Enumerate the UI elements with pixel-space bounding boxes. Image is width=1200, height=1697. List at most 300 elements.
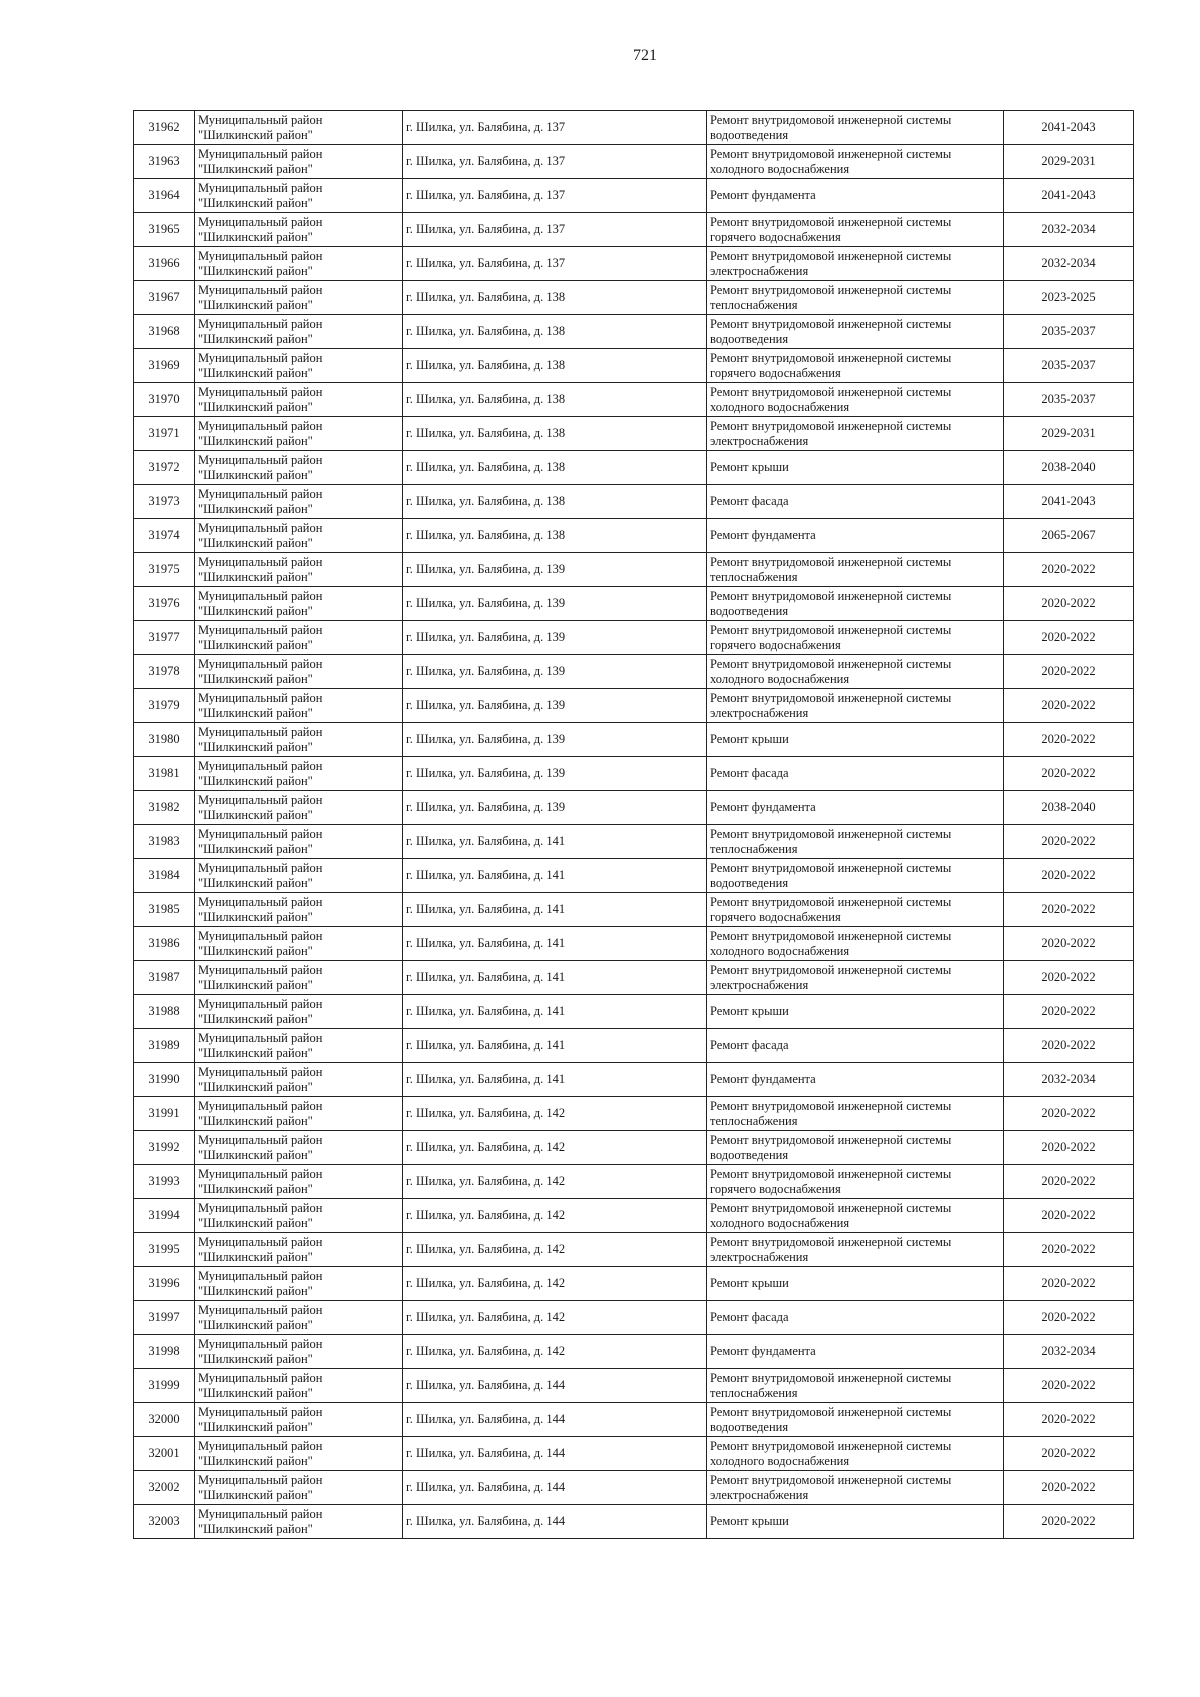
table-row (134, 961, 1134, 995)
work-type-line-2: горячего водоснабжения (710, 909, 841, 924)
municipality-line-1: Муниципальный район (198, 1302, 323, 1317)
row-number: 32003 (148, 1514, 180, 1528)
address-cell (403, 655, 707, 689)
municipality-cell (195, 1097, 403, 1131)
period: 2020-2022 (1041, 970, 1096, 984)
municipality-cell (195, 689, 403, 723)
work-type-line-2: водоотведения (710, 127, 789, 142)
row-number: 31998 (148, 1344, 180, 1358)
period-cell (1004, 451, 1134, 485)
period-cell (1004, 893, 1134, 927)
row-number: 31975 (148, 562, 180, 576)
row-number: 31964 (148, 188, 180, 202)
address-cell (403, 315, 707, 349)
work-type-line-1: Ремонт крыши (710, 1004, 789, 1018)
table-row (134, 417, 1134, 451)
row-number-cell (134, 689, 195, 723)
address: г. Шилка, ул. Балябина, д. 142 (406, 1310, 566, 1324)
row-number: 31986 (148, 936, 180, 950)
municipality-line-2: "Шилкинский район" (198, 1521, 313, 1536)
work-type-line-1: Ремонт фундамента (710, 528, 816, 542)
address-cell (403, 961, 707, 995)
work-type-line-2: горячего водоснабжения (710, 637, 841, 652)
work-type-line-1: Ремонт крыши (710, 732, 789, 746)
table-row (134, 349, 1134, 383)
work-type-line-1: Ремонт внутридомовой инженерной системы (710, 1132, 952, 1147)
municipality-line-1: Муниципальный район (198, 1098, 323, 1113)
row-number: 32000 (148, 1412, 180, 1426)
work-type-line-2: горячего водоснабжения (710, 1181, 841, 1196)
municipality-line-2: "Шилкинский район" (198, 263, 313, 278)
municipality-cell (195, 1029, 403, 1063)
municipality-cell (195, 451, 403, 485)
municipality-line-1: Муниципальный район (198, 214, 323, 229)
repair-schedule-table (133, 110, 1134, 1539)
row-number-cell (134, 281, 195, 315)
work-type-cell (707, 1369, 1004, 1403)
row-number: 31982 (148, 800, 180, 814)
period: 2032-2034 (1041, 1344, 1096, 1358)
work-type-line-1: Ремонт внутридомовой инженерной системы (710, 418, 952, 433)
municipality-line-1: Муниципальный район (198, 1132, 323, 1147)
table-row (134, 519, 1134, 553)
table-row (134, 179, 1134, 213)
municipality-line-2: "Шилкинский район" (198, 1181, 313, 1196)
row-number-cell (134, 111, 195, 145)
address: г. Шилка, ул. Балябина, д. 138 (406, 494, 566, 508)
address: г. Шилка, ул. Балябина, д. 138 (406, 426, 566, 440)
period: 2020-2022 (1041, 1106, 1096, 1120)
work-type-cell (707, 1301, 1004, 1335)
address-cell (403, 723, 707, 757)
municipality-line-1: Муниципальный район (198, 350, 323, 365)
municipality-cell (195, 1471, 403, 1505)
period: 2032-2034 (1041, 256, 1096, 270)
municipality-cell (195, 247, 403, 281)
municipality-line-2: "Шилкинский район" (198, 535, 313, 550)
work-type-cell (707, 1505, 1004, 1539)
municipality-line-1: Муниципальный район (198, 826, 323, 841)
municipality-cell (195, 145, 403, 179)
period: 2065-2067 (1041, 528, 1096, 542)
municipality-line-1: Муниципальный район (198, 860, 323, 875)
address-cell (403, 1165, 707, 1199)
row-number-cell (134, 145, 195, 179)
work-type-line-2: теплоснабжения (710, 1385, 798, 1400)
period-cell (1004, 655, 1134, 689)
work-type-line-2: теплоснабжения (710, 569, 798, 584)
municipality-cell (195, 893, 403, 927)
row-number-cell (134, 349, 195, 383)
work-type-line-2: электроснабжения (710, 977, 809, 992)
municipality-line-1: Муниципальный район (198, 316, 323, 331)
municipality-line-1: Муниципальный район (198, 1336, 323, 1351)
municipality-line-2: "Шилкинский район" (198, 229, 313, 244)
table-row (134, 1097, 1134, 1131)
address: г. Шилка, ул. Балябина, д. 138 (406, 290, 566, 304)
row-number-cell (134, 1403, 195, 1437)
work-type-line-1: Ремонт внутридомовой инженерной системы (710, 248, 952, 263)
work-type-line-2: водоотведения (710, 603, 789, 618)
address: г. Шилка, ул. Балябина, д. 144 (406, 1378, 566, 1392)
work-type-line-1: Ремонт внутридомовой инженерной системы (710, 146, 952, 161)
row-number: 31992 (148, 1140, 180, 1154)
municipality-line-1: Муниципальный район (198, 1506, 323, 1521)
row-number-cell (134, 655, 195, 689)
work-type-line-1: Ремонт внутридомовой инженерной системы (710, 928, 952, 943)
municipality-cell (195, 655, 403, 689)
work-type-line-1: Ремонт внутридомовой инженерной системы (710, 860, 952, 875)
municipality-line-2: "Шилкинский район" (198, 841, 313, 856)
row-number-cell (134, 893, 195, 927)
table-row (134, 859, 1134, 893)
period-cell (1004, 961, 1134, 995)
municipality-line-1: Муниципальный район (198, 1438, 323, 1453)
period: 2020-2022 (1041, 936, 1096, 950)
municipality-line-2: "Шилкинский район" (198, 501, 313, 516)
municipality-line-2: "Шилкинский район" (198, 195, 313, 210)
period: 2020-2022 (1041, 698, 1096, 712)
table-row (134, 145, 1134, 179)
period: 2020-2022 (1041, 1446, 1096, 1460)
table-row (134, 1199, 1134, 1233)
municipality-line-2: "Шилкинский район" (198, 1419, 313, 1434)
municipality-cell (195, 621, 403, 655)
row-number-cell (134, 961, 195, 995)
table-row (134, 621, 1134, 655)
municipality-cell (195, 1505, 403, 1539)
work-type-line-2: холодного водоснабжения (710, 1215, 850, 1230)
table-row (134, 927, 1134, 961)
address: г. Шилка, ул. Балябина, д. 141 (406, 834, 566, 848)
period: 2035-2037 (1041, 392, 1096, 406)
row-number: 31968 (148, 324, 180, 338)
period-cell (1004, 587, 1134, 621)
period: 2020-2022 (1041, 1208, 1096, 1222)
table-row (134, 587, 1134, 621)
address-cell (403, 349, 707, 383)
row-number-cell (134, 179, 195, 213)
row-number: 31985 (148, 902, 180, 916)
row-number: 31983 (148, 834, 180, 848)
work-type-line-1: Ремонт фасада (710, 1310, 789, 1324)
work-type-line-1: Ремонт крыши (710, 1514, 789, 1528)
work-type-line-2: холодного водоснабжения (710, 399, 850, 414)
table-row (134, 1267, 1134, 1301)
period-cell (1004, 213, 1134, 247)
work-type-cell (707, 451, 1004, 485)
table-row (134, 315, 1134, 349)
work-type-line-2: холодного водоснабжения (710, 161, 850, 176)
work-type-cell (707, 417, 1004, 451)
period-cell (1004, 1029, 1134, 1063)
work-type-line-1: Ремонт внутридомовой инженерной системы (710, 214, 952, 229)
address: г. Шилка, ул. Балябина, д. 139 (406, 664, 566, 678)
work-type-line-2: электроснабжения (710, 263, 809, 278)
work-type-line-1: Ремонт внутридомовой инженерной системы (710, 316, 952, 331)
row-number: 31972 (148, 460, 180, 474)
address-cell (403, 1063, 707, 1097)
municipality-cell (195, 1233, 403, 1267)
work-type-cell (707, 1165, 1004, 1199)
address-cell (403, 757, 707, 791)
period-cell (1004, 1437, 1134, 1471)
address: г. Шилка, ул. Балябина, д. 137 (406, 120, 566, 134)
table-row (134, 1233, 1134, 1267)
row-number: 31962 (148, 120, 180, 134)
municipality-cell (195, 791, 403, 825)
address: г. Шилка, ул. Балябина, д. 142 (406, 1276, 566, 1290)
municipality-cell (195, 1335, 403, 1369)
address-cell (403, 111, 707, 145)
address-cell (403, 621, 707, 655)
row-number: 31997 (148, 1310, 180, 1324)
municipality-cell (195, 1165, 403, 1199)
work-type-line-2: электроснабжения (710, 1487, 809, 1502)
address-cell (403, 383, 707, 417)
table-row (134, 451, 1134, 485)
row-number-cell (134, 859, 195, 893)
table-row (134, 1029, 1134, 1063)
row-number: 31978 (148, 664, 180, 678)
work-type-line-1: Ремонт фасада (710, 766, 789, 780)
period-cell (1004, 1199, 1134, 1233)
address: г. Шилка, ул. Балябина, д. 142 (406, 1242, 566, 1256)
municipality-line-1: Муниципальный район (198, 690, 323, 705)
address-cell (403, 689, 707, 723)
table-row (134, 485, 1134, 519)
municipality-cell (195, 417, 403, 451)
address: г. Шилка, ул. Балябина, д. 142 (406, 1344, 566, 1358)
municipality-line-2: "Шилкинский район" (198, 1079, 313, 1094)
municipality-line-2: "Шилкинский район" (198, 909, 313, 924)
work-type-line-1: Ремонт внутридомовой инженерной системы (710, 1472, 952, 1487)
row-number-cell (134, 417, 195, 451)
period-cell (1004, 825, 1134, 859)
address-cell (403, 519, 707, 553)
period-cell (1004, 1369, 1134, 1403)
work-type-cell (707, 1471, 1004, 1505)
municipality-line-2: "Шилкинский район" (198, 297, 313, 312)
work-type-cell (707, 859, 1004, 893)
municipality-line-2: "Шилкинский район" (198, 739, 313, 754)
row-number: 31965 (148, 222, 180, 236)
period: 2020-2022 (1041, 596, 1096, 610)
address-cell (403, 281, 707, 315)
municipality-line-2: "Шилкинский район" (198, 1011, 313, 1026)
municipality-line-2: "Шилкинский район" (198, 331, 313, 346)
address-cell (403, 791, 707, 825)
address-cell (403, 417, 707, 451)
address: г. Шилка, ул. Балябина, д. 141 (406, 1038, 566, 1052)
row-number-cell (134, 315, 195, 349)
address: г. Шилка, ул. Балябина, д. 142 (406, 1140, 566, 1154)
municipality-cell (195, 553, 403, 587)
period: 2032-2034 (1041, 1072, 1096, 1086)
period-cell (1004, 1335, 1134, 1369)
municipality-line-1: Муниципальный район (198, 1064, 323, 1079)
municipality-line-1: Муниципальный район (198, 1234, 323, 1249)
municipality-cell (195, 1369, 403, 1403)
municipality-line-2: "Шилкинский район" (198, 161, 313, 176)
address-cell (403, 1097, 707, 1131)
period-cell (1004, 1301, 1134, 1335)
municipality-line-2: "Шилкинский район" (198, 1283, 313, 1298)
period: 2020-2022 (1041, 1004, 1096, 1018)
work-type-cell (707, 1029, 1004, 1063)
municipality-line-2: "Шилкинский район" (198, 1113, 313, 1128)
table-row (134, 281, 1134, 315)
work-type-line-1: Ремонт внутридомовой инженерной системы (710, 588, 952, 603)
address-cell (403, 1301, 707, 1335)
address: г. Шилка, ул. Балябина, д. 144 (406, 1412, 566, 1426)
row-number-cell (134, 1369, 195, 1403)
work-type-cell (707, 893, 1004, 927)
work-type-cell (707, 1131, 1004, 1165)
municipality-line-2: "Шилкинский район" (198, 705, 313, 720)
municipality-line-2: "Шилкинский район" (198, 1147, 313, 1162)
period-cell (1004, 1471, 1134, 1505)
row-number: 31991 (148, 1106, 180, 1120)
row-number: 31969 (148, 358, 180, 372)
municipality-line-1: Муниципальный район (198, 792, 323, 807)
work-type-cell (707, 995, 1004, 1029)
work-type-line-2: водоотведения (710, 875, 789, 890)
row-number-cell (134, 1301, 195, 1335)
municipality-line-1: Муниципальный район (198, 656, 323, 671)
period-cell (1004, 1097, 1134, 1131)
work-type-line-1: Ремонт крыши (710, 1276, 789, 1290)
municipality-cell (195, 995, 403, 1029)
table-row (134, 1403, 1134, 1437)
address-cell (403, 1403, 707, 1437)
work-type-line-2: водоотведения (710, 1147, 789, 1162)
row-number-cell (134, 247, 195, 281)
row-number-cell (134, 1505, 195, 1539)
period-cell (1004, 315, 1134, 349)
work-type-cell (707, 1437, 1004, 1471)
work-type-line-1: Ремонт фундамента (710, 188, 816, 202)
municipality-line-2: "Шилкинский район" (198, 943, 313, 958)
period: 2035-2037 (1041, 324, 1096, 338)
work-type-line-2: горячего водоснабжения (710, 229, 841, 244)
row-number-cell (134, 1233, 195, 1267)
period: 2020-2022 (1041, 732, 1096, 746)
period: 2038-2040 (1041, 460, 1096, 474)
table-row (134, 553, 1134, 587)
address: г. Шилка, ул. Балябина, д. 141 (406, 902, 566, 916)
table-row (134, 995, 1134, 1029)
row-number: 31974 (148, 528, 180, 542)
work-type-cell (707, 315, 1004, 349)
municipality-cell (195, 1267, 403, 1301)
address: г. Шилка, ул. Балябина, д. 139 (406, 732, 566, 746)
period: 2020-2022 (1041, 1412, 1096, 1426)
address: г. Шилка, ул. Балябина, д. 139 (406, 630, 566, 644)
row-number-cell (134, 1267, 195, 1301)
period: 2020-2022 (1041, 834, 1096, 848)
municipality-line-2: "Шилкинский район" (198, 1453, 313, 1468)
municipality-line-1: Муниципальный район (198, 418, 323, 433)
municipality-cell (195, 281, 403, 315)
address: г. Шилка, ул. Балябина, д. 139 (406, 800, 566, 814)
address: г. Шилка, ул. Балябина, д. 141 (406, 1072, 566, 1086)
address: г. Шилка, ул. Балябина, д. 141 (406, 1004, 566, 1018)
municipality-line-1: Муниципальный район (198, 1200, 323, 1215)
work-type-cell (707, 961, 1004, 995)
row-number: 31984 (148, 868, 180, 882)
address: г. Шилка, ул. Балябина, д. 144 (406, 1480, 566, 1494)
work-type-line-1: Ремонт внутридомовой инженерной системы (710, 1098, 952, 1113)
period-cell (1004, 179, 1134, 213)
address-cell (403, 893, 707, 927)
period: 2020-2022 (1041, 1310, 1096, 1324)
row-number-cell (134, 1063, 195, 1097)
row-number: 31967 (148, 290, 180, 304)
row-number-cell (134, 1097, 195, 1131)
municipality-cell (195, 757, 403, 791)
municipality-line-2: "Шилкинский район" (198, 671, 313, 686)
address-cell (403, 1471, 707, 1505)
row-number-cell (134, 1131, 195, 1165)
municipality-line-1: Муниципальный район (198, 486, 323, 501)
row-number: 31976 (148, 596, 180, 610)
work-type-cell (707, 927, 1004, 961)
work-type-line-1: Ремонт фасада (710, 1038, 789, 1052)
municipality-line-1: Муниципальный район (198, 452, 323, 467)
table-row (134, 893, 1134, 927)
table-row (134, 247, 1134, 281)
period-cell (1004, 791, 1134, 825)
work-type-line-2: электроснабжения (710, 705, 809, 720)
work-type-line-1: Ремонт внутридомовой инженерной системы (710, 1438, 952, 1453)
table-row (134, 1063, 1134, 1097)
period-cell (1004, 485, 1134, 519)
period: 2020-2022 (1041, 1480, 1096, 1494)
period: 2041-2043 (1041, 120, 1096, 134)
work-type-cell (707, 791, 1004, 825)
work-type-cell (707, 519, 1004, 553)
period: 2020-2022 (1041, 630, 1096, 644)
address: г. Шилка, ул. Балябина, д. 139 (406, 562, 566, 576)
municipality-line-1: Муниципальный район (198, 894, 323, 909)
table-row (134, 1505, 1134, 1539)
municipality-line-2: "Шилкинский район" (198, 1249, 313, 1264)
address: г. Шилка, ул. Балябина, д. 137 (406, 222, 566, 236)
municipality-line-1: Муниципальный район (198, 928, 323, 943)
row-number-cell (134, 1029, 195, 1063)
municipality-line-1: Муниципальный район (198, 1404, 323, 1419)
period: 2020-2022 (1041, 1276, 1096, 1290)
address-cell (403, 587, 707, 621)
row-number: 31989 (148, 1038, 180, 1052)
work-type-line-1: Ремонт внутридомовой инженерной системы (710, 1200, 952, 1215)
period-cell (1004, 349, 1134, 383)
period-cell (1004, 247, 1134, 281)
row-number: 31973 (148, 494, 180, 508)
row-number-cell (134, 1199, 195, 1233)
work-type-cell (707, 553, 1004, 587)
period-cell (1004, 723, 1134, 757)
municipality-cell (195, 1199, 403, 1233)
municipality-line-2: "Шилкинский район" (198, 603, 313, 618)
period-cell (1004, 519, 1134, 553)
municipality-line-1: Муниципальный район (198, 588, 323, 603)
municipality-line-1: Муниципальный район (198, 724, 323, 739)
row-number: 31981 (148, 766, 180, 780)
work-type-cell (707, 349, 1004, 383)
address: г. Шилка, ул. Балябина, д. 139 (406, 596, 566, 610)
